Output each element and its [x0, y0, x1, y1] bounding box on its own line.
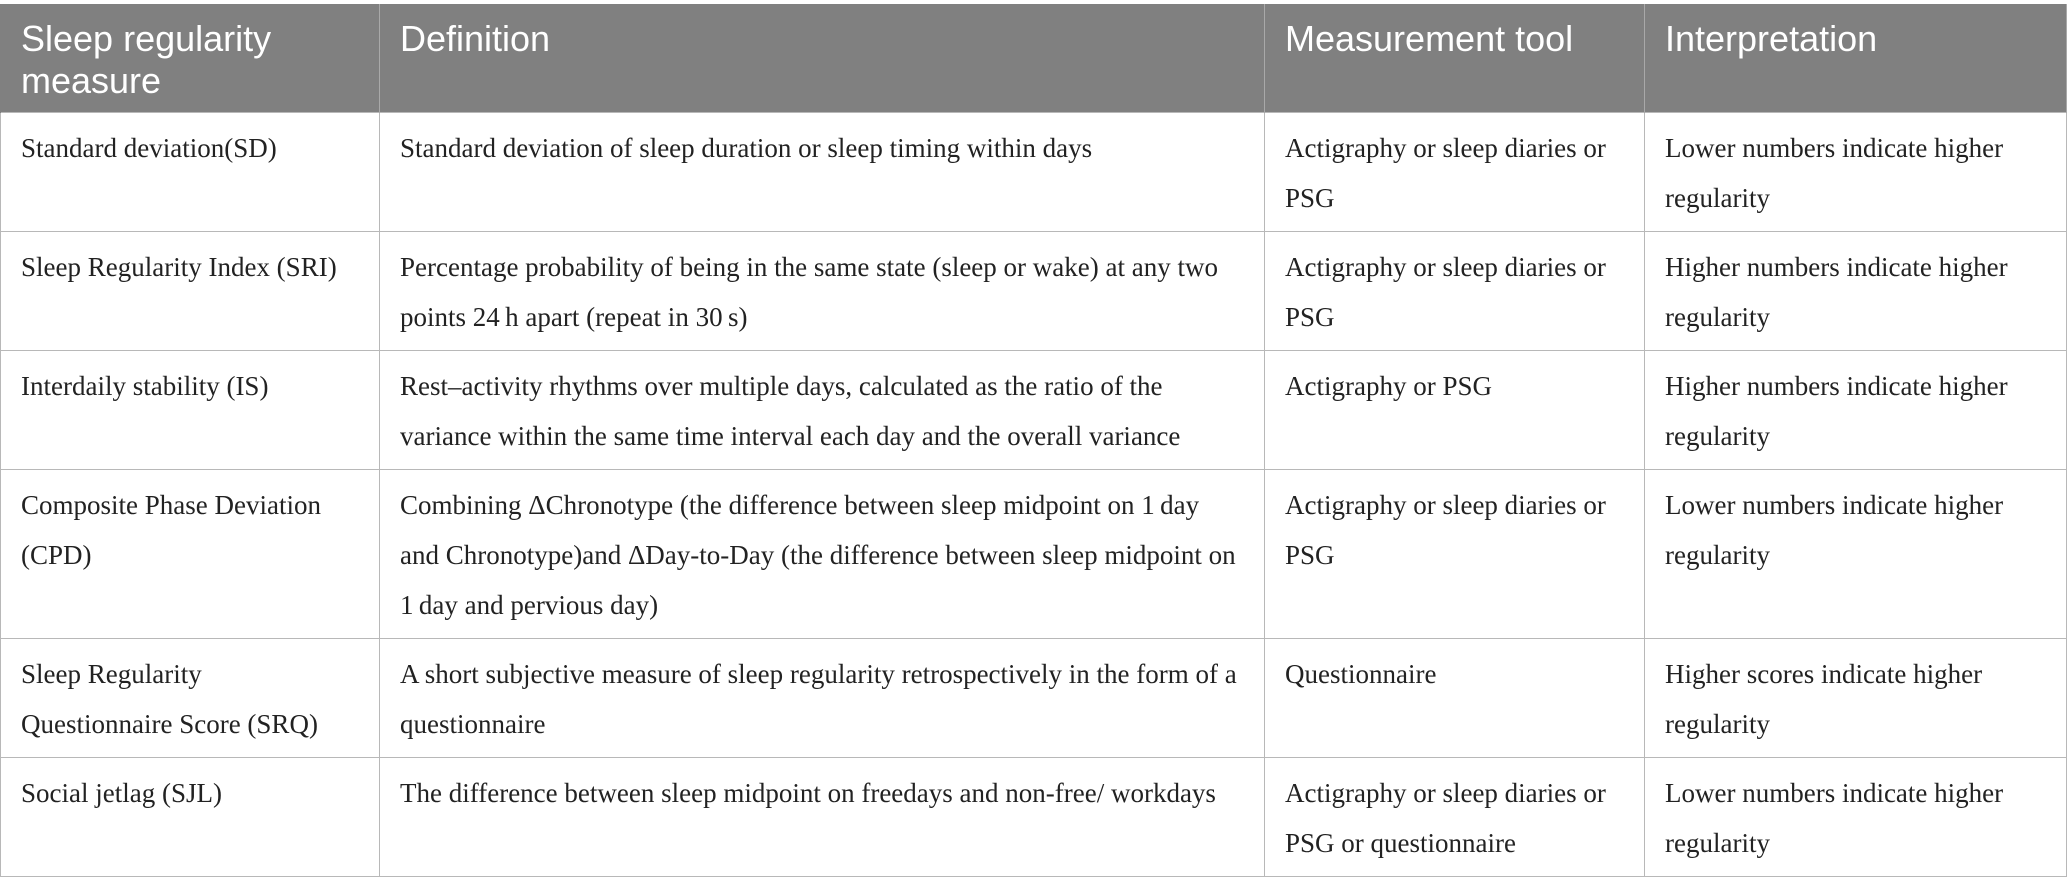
- cell-interpretation: Lower numbers indicate higher regularity: [1645, 113, 2067, 232]
- cell-interpretation: Higher numbers indicate higher regularity: [1645, 351, 2067, 470]
- cell-measure: Social jetlag (SJL): [1, 758, 380, 877]
- table-body: [1, 113, 2067, 877]
- cell-definition: A short subjective measure of sleep regularity retrospectively in the form of a questionnaire: [380, 639, 1265, 758]
- cell-tool: Actigraphy or sleep diaries or PSG: [1265, 113, 1645, 232]
- cell-definition: Rest–activity rhythms over multiple days, calculated as the ratio of the variance within the same time interval each day and the overall variance: [380, 351, 1265, 470]
- cell-tool: Questionnaire: [1265, 639, 1645, 758]
- cell-definition: The difference between sleep midpoint on freedays and non-free/ workdays: [380, 758, 1265, 877]
- table-row: [1, 758, 2067, 877]
- cell-tool: Actigraphy or sleep diaries or PSG: [1265, 232, 1645, 351]
- header-measure: Sleep regularity measure: [1, 4, 380, 113]
- header-row: [1, 4, 2067, 113]
- sleep-regularity-table: [0, 4, 2067, 877]
- table-header: [1, 4, 2067, 113]
- cell-measure: Sleep Regularity Index (SRI): [1, 232, 380, 351]
- cell-measure: Sleep Regularity Questionnaire Score (SRQ): [1, 639, 380, 758]
- cell-measure: Standard deviation(SD): [1, 113, 380, 232]
- cell-tool: Actigraphy or sleep diaries or PSG: [1265, 470, 1645, 639]
- cell-measure: Composite Phase Deviation (CPD): [1, 470, 380, 639]
- cell-measure: Interdaily stability (IS): [1, 351, 380, 470]
- cell-interpretation: Higher scores indicate higher regularity: [1645, 639, 2067, 758]
- header-definition: Definition: [380, 4, 1265, 113]
- cell-interpretation: Lower numbers indicate higher regularity: [1645, 758, 2067, 877]
- cell-definition: Combining ΔChronotype (the difference between sleep midpoint on 1 day and Chronotype)and ΔDay-to-Day (the difference between sleep midpoint on 1 day and pervious day): [380, 470, 1265, 639]
- header-interpretation: Interpretation: [1645, 4, 2067, 113]
- table-row: [1, 470, 2067, 639]
- table-row: [1, 639, 2067, 758]
- cell-definition: Percentage probability of being in the same state (sleep or wake) at any two points 24 h apart (repeat in 30 s): [380, 232, 1265, 351]
- cell-tool: Actigraphy or PSG: [1265, 351, 1645, 470]
- table-row: [1, 113, 2067, 232]
- table-row: [1, 351, 2067, 470]
- cell-interpretation: Lower numbers indicate higher regularity: [1645, 470, 2067, 639]
- table-row: [1, 232, 2067, 351]
- cell-interpretation: Higher numbers indicate higher regularity: [1645, 232, 2067, 351]
- cell-definition: Standard deviation of sleep duration or sleep timing within days: [380, 113, 1265, 232]
- header-measurement-tool: Measurement tool: [1265, 4, 1645, 113]
- cell-tool: Actigraphy or sleep diaries or PSG or questionnaire: [1265, 758, 1645, 877]
